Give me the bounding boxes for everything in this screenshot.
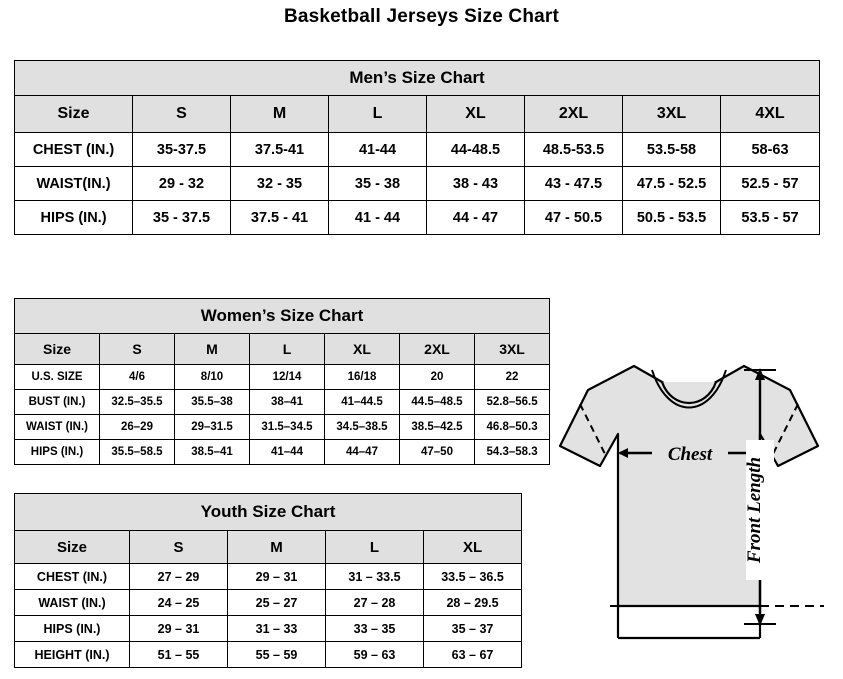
mens-cell: 53.5 - 57: [721, 201, 820, 235]
youth-cell: 25 – 27: [228, 590, 326, 616]
womens-cell: 44.5–48.5: [400, 390, 475, 415]
mens-cell: 48.5-53.5: [525, 133, 623, 167]
youth-row-label: CHEST (IN.): [15, 564, 130, 590]
mens-cell: 52.5 - 57: [721, 167, 820, 201]
mens-cell: 37.5-41: [231, 133, 329, 167]
womens-cell: 44–47: [325, 440, 400, 465]
youth-cell: 28 – 29.5: [424, 590, 522, 616]
table-row: [15, 390, 550, 415]
mens-size-chart-table: [14, 60, 820, 235]
table-row: [15, 440, 550, 465]
mens-col-header: 3XL: [623, 96, 721, 133]
table-row: [15, 564, 522, 590]
youth-cell: 27 – 28: [326, 590, 424, 616]
youth-col-header: M: [228, 531, 326, 564]
table-row: [15, 415, 550, 440]
mens-cell: 35-37.5: [133, 133, 231, 167]
mens-col-header: XL: [427, 96, 525, 133]
mens-col-header: Size: [15, 96, 133, 133]
jersey-measurement-diagram: [548, 338, 838, 668]
youth-col-header: XL: [424, 531, 522, 564]
mens-row-label: CHEST (IN.): [15, 133, 133, 167]
youth-row-label: WAIST (IN.): [15, 590, 130, 616]
womens-cell: 31.5–34.5: [250, 415, 325, 440]
youth-cell: 51 – 55: [130, 642, 228, 668]
mens-cell: 32 - 35: [231, 167, 329, 201]
womens-cell: 41–44: [250, 440, 325, 465]
womens-cell: 34.5–38.5: [325, 415, 400, 440]
womens-col-header: 3XL: [475, 334, 550, 365]
front-length-label: Front Length: [744, 456, 765, 564]
youth-cell: 63 – 67: [424, 642, 522, 668]
womens-cell: 41–44.5: [325, 390, 400, 415]
womens-cell: 47–50: [400, 440, 475, 465]
mens-col-header: M: [231, 96, 329, 133]
mens-cell: 41-44: [329, 133, 427, 167]
mens-cell: 35 - 38: [329, 167, 427, 201]
womens-cell: 52.8–56.5: [475, 390, 550, 415]
womens-cell: 26–29: [100, 415, 175, 440]
youth-cell: 55 – 59: [228, 642, 326, 668]
table-row: [15, 642, 522, 668]
womens-cell: 22: [475, 365, 550, 390]
womens-size-chart-table: [14, 298, 550, 465]
mens-cell: 53.5-58: [623, 133, 721, 167]
mens-cell: 41 - 44: [329, 201, 427, 235]
womens-cell: 29–31.5: [175, 415, 250, 440]
mens-cell: 35 - 37.5: [133, 201, 231, 235]
womens-cell: 35.5–38: [175, 390, 250, 415]
womens-cell: 32.5–35.5: [100, 390, 175, 415]
table-row: [15, 133, 820, 167]
youth-cell: 24 – 25: [130, 590, 228, 616]
table-row: [15, 201, 820, 235]
womens-row-label: HIPS (IN.): [15, 440, 100, 465]
mens-cell: 37.5 - 41: [231, 201, 329, 235]
youth-size-chart-table: [14, 493, 522, 668]
womens-cell: 16/18: [325, 365, 400, 390]
womens-cell: 8/10: [175, 365, 250, 390]
womens-cell: 4/6: [100, 365, 175, 390]
youth-cell: 59 – 63: [326, 642, 424, 668]
womens-col-header: XL: [325, 334, 400, 365]
mens-cell: 44-48.5: [427, 133, 525, 167]
page-title: Basketball Jerseys Size Chart: [283, 6, 560, 27]
womens-col-header: Size: [15, 334, 100, 365]
table-row: [15, 616, 522, 642]
mens-cell: 29 - 32: [133, 167, 231, 201]
mens-col-header: 2XL: [525, 96, 623, 133]
womens-cell: 12/14: [250, 365, 325, 390]
youth-cell: 31 – 33: [228, 616, 326, 642]
womens-row-label: WAIST (IN.): [15, 415, 100, 440]
mens-cell: 47.5 - 52.5: [623, 167, 721, 201]
mens-cell: 47 - 50.5: [525, 201, 623, 235]
youth-chart-title: Youth Size Chart: [15, 494, 522, 531]
womens-cell: 46.8–50.3: [475, 415, 550, 440]
womens-chart-title: Women’s Size Chart: [15, 299, 550, 334]
womens-cell: 38–41: [250, 390, 325, 415]
womens-row-label: BUST (IN.): [15, 390, 100, 415]
table-row: [15, 365, 550, 390]
womens-col-header: 2XL: [400, 334, 475, 365]
youth-cell: 33 – 35: [326, 616, 424, 642]
mens-cell: 58-63: [721, 133, 820, 167]
womens-cell: 38.5–41: [175, 440, 250, 465]
mens-col-header: 4XL: [721, 96, 820, 133]
mens-col-header: S: [133, 96, 231, 133]
mens-cell: 50.5 - 53.5: [623, 201, 721, 235]
chest-label: Chest: [667, 444, 713, 465]
mens-row-label: HIPS (IN.): [15, 201, 133, 235]
youth-cell: 33.5 – 36.5: [424, 564, 522, 590]
youth-cell: 27 – 29: [130, 564, 228, 590]
youth-cell: 29 – 31: [130, 616, 228, 642]
table-row: [15, 167, 820, 201]
youth-row-label: HIPS (IN.): [15, 616, 130, 642]
youth-col-header: S: [130, 531, 228, 564]
womens-cell: 38.5–42.5: [400, 415, 475, 440]
womens-col-header: L: [250, 334, 325, 365]
womens-row-label: U.S. SIZE: [15, 365, 100, 390]
mens-chart-title: Men’s Size Chart: [15, 61, 820, 96]
youth-col-header: L: [326, 531, 424, 564]
womens-cell: 35.5–58.5: [100, 440, 175, 465]
youth-cell: 29 – 31: [228, 564, 326, 590]
womens-cell: 54.3–58.3: [475, 440, 550, 465]
mens-cell: 38 - 43: [427, 167, 525, 201]
youth-cell: 31 – 33.5: [326, 564, 424, 590]
youth-cell: 35 – 37: [424, 616, 522, 642]
youth-col-header: Size: [15, 531, 130, 564]
mens-cell: 44 - 47: [427, 201, 525, 235]
mens-row-label: WAIST(IN.): [15, 167, 133, 201]
womens-col-header: S: [100, 334, 175, 365]
mens-cell: 43 - 47.5: [525, 167, 623, 201]
table-row: [15, 590, 522, 616]
youth-row-label: HEIGHT (IN.): [15, 642, 130, 668]
womens-col-header: M: [175, 334, 250, 365]
mens-col-header: L: [329, 96, 427, 133]
womens-cell: 20: [400, 365, 475, 390]
